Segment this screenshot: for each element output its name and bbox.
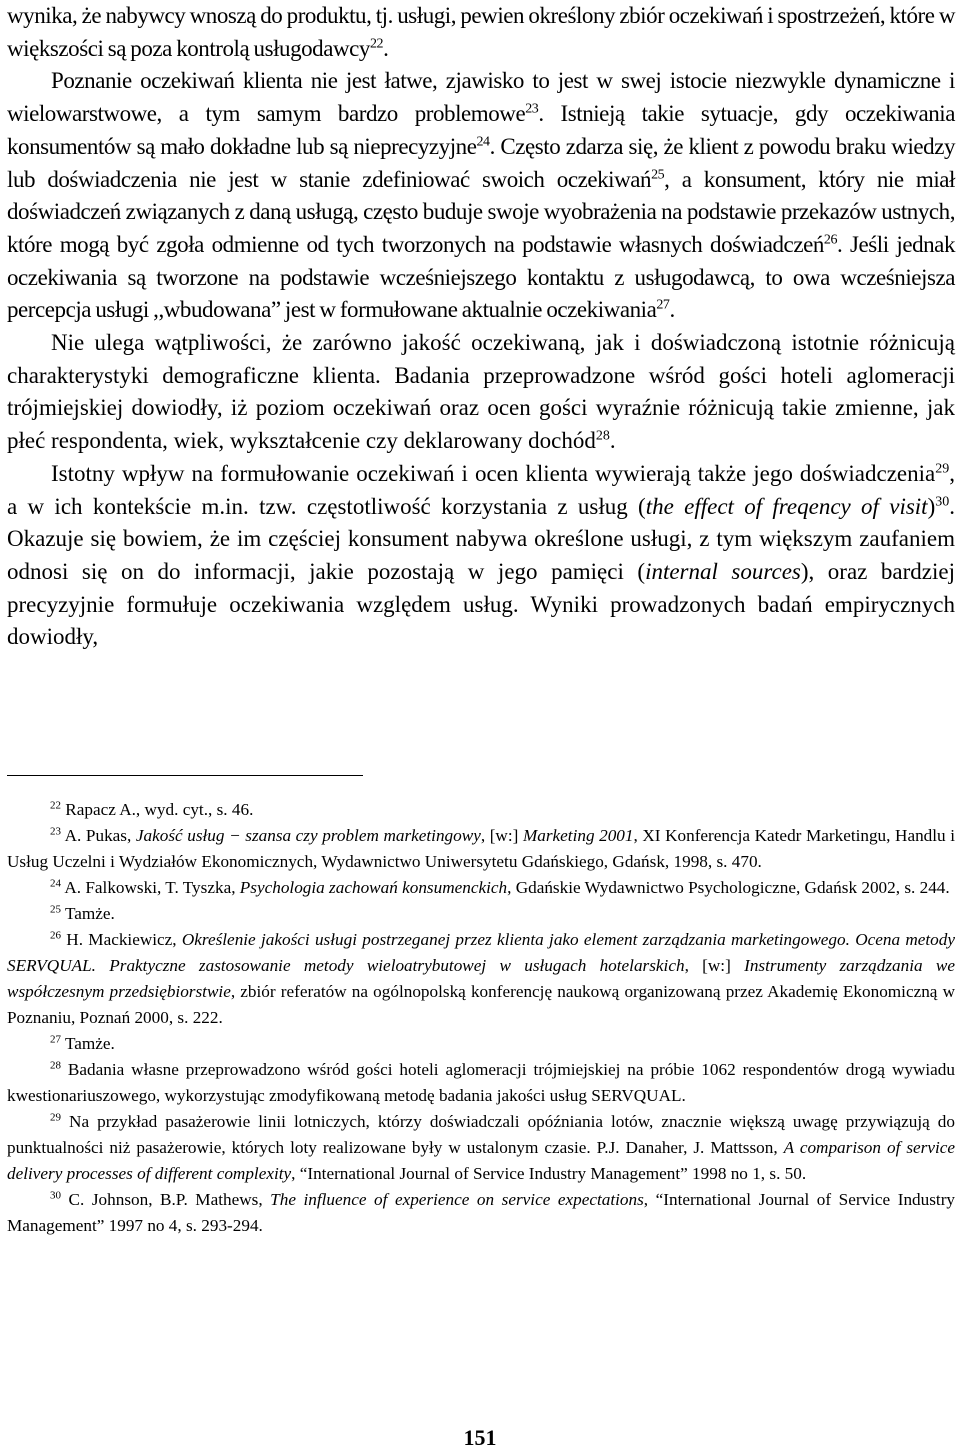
footnote-number: 30 <box>50 1189 61 1202</box>
text-run: , “International Journal of Service Industry Management” 1997 no 4, s. 293-294. <box>7 1190 956 1235</box>
italic-text: the effect of freqency of visit <box>645 493 928 519</box>
italic-text: The influence of experience on service expectations <box>270 1190 644 1209</box>
footnote-separator <box>7 775 363 776</box>
text-run: H. Mackiewicz, <box>61 930 182 949</box>
text-run: A. Falkowski, T. Tyszka, <box>61 878 240 897</box>
text-run: Tamże. <box>61 904 115 923</box>
italic-text: Jakość usług − szansa czy problem marketingowy <box>135 826 481 845</box>
text-run: Nie ulega wątpliwości, że zarówno jakość oczekiwaną, jak i doświadczoną istotnie różnicują charakterystyki demograficzne klienta. Badania przeprowadzone wśród gości hoteli aglomeracji trójmiejskiej dowiodły, iż poziom oczekiwań oraz ocen gości wyraźnie różnicują takie zmienne, jak płeć respondenta, wiek, wykształcenie czy deklarowany dochód <box>7 330 955 454</box>
text-run: . Często zdarza się, że klient z powodu braku wiedzy lub doświadczenia nie jest w stanie zdefiniować swoich oczekiwań <box>7 133 955 192</box>
italic-text: Marketing 2001 <box>522 826 634 845</box>
text-run: . Jeśli jednak oczekiwania są tworzone na podstawie wcześniejszego kontaktu z usługodawcą, to owa wcześniejsza percepcja usługi ,,wbudowana” jest w formułowane aktualnie oczekiwania <box>7 231 955 323</box>
text-run: , a w ich kontekście m.in. tzw. częstotliwość korzystania z usług ( <box>7 460 955 519</box>
footnote-number: 26 <box>50 929 61 942</box>
paragraph <box>7 0 955 65</box>
main-text <box>7 0 955 654</box>
text-run: . <box>383 35 389 61</box>
footnote-number: 24 <box>50 877 61 890</box>
document-page <box>7 0 955 654</box>
footnote <box>7 901 955 927</box>
footnote <box>7 875 955 901</box>
footnote-number: 29 <box>50 1111 61 1124</box>
footnote-reference: 29 <box>935 461 950 477</box>
footnote <box>7 797 955 823</box>
footnote <box>7 927 955 1031</box>
italic-text: Psychologia zachowań konsumenckich <box>239 878 508 897</box>
paragraph <box>7 327 955 458</box>
footnote-number: 22 <box>50 799 61 812</box>
text-run: C. Johnson, B.P. Mathews, <box>61 1190 271 1209</box>
text-run: . Okazuje się bowiem, że im częściej konsument nabywa określone usługi, z tym większym zaufaniem odnosi się on do informacji, jakie pozostają w jego pamięci ( <box>7 493 955 584</box>
text-run: . <box>609 428 616 454</box>
text-run: , [w:] <box>480 826 523 845</box>
footnote-number: 28 <box>50 1059 61 1072</box>
footnote-reference: 27 <box>656 297 670 313</box>
footnote <box>7 1109 955 1187</box>
text-run: , XI Konferencja Katedr Marketingu, Handlu i Usług Uczelni i Wydziałów Ekonomicznych, Wydawnictwo Uniwersytetu Gdańskiego, Gdańsk, 1998, s. 470. <box>7 826 955 871</box>
text-run: Tamże. <box>61 1034 115 1053</box>
text-run: A. Pukas, <box>61 826 136 845</box>
text-run: ) <box>927 493 936 519</box>
paragraph <box>7 458 955 654</box>
footnote-reference: 23 <box>525 101 539 117</box>
text-run: Na przykład pasażerowie linii lotniczych, którzy doświadczali opóźniania lotów, znacznie większą uwagę przywiązują do punktualności niż pasażerowie, których loty realizowane były w ustalonym czasie. P.J. Danaher, J. Mattsson, <box>7 1112 955 1157</box>
text-run: , a konsument, który nie miał doświadczeń związanych z daną usługą, często buduje swoje wyobrażenia na podstawie przekazów ustnych, które mogą być zgoła odmienne od tych tworzonych na podstawie własnych doświadczeń <box>7 166 955 257</box>
footnote-number: 27 <box>50 1033 61 1046</box>
text-run: wynika, że nabywcy wnoszą do produktu, tj. usługi, pewien określony zbiór oczekiwań i spostrzeżeń, które w większości są poza kontrolą usługodawcy <box>7 3 955 61</box>
text-run: Poznanie oczekiwań klienta nie jest łatwe, zjawisko to jest w swej istocie niezwykle dynamiczne i wielowarstwowe, a tym samym bardzo problemowe <box>7 68 955 127</box>
footnote <box>7 1031 955 1057</box>
text-run: Badania własne przeprowadzono wśród gości hoteli aglomeracji trójmiejskiej na próbie 1062 respondentów drogą wywiadu kwestionariuszowego, wykorzystując zmodyfikowaną metodę badania jakości usług SERVQUAL. <box>7 1060 955 1105</box>
footnote <box>7 1057 955 1109</box>
italic-text: internal sources <box>645 558 801 584</box>
footnotes-section <box>7 797 955 1239</box>
text-run: , zbiór referatów na ogólnopolską konferencję naukową organizowaną przez Akademię Ekonomiczną w Poznaniu, Poznań 2000, s. 222. <box>7 982 955 1027</box>
italic-text: A comparison of service delivery processes of different complexity <box>7 1138 956 1183</box>
text-run: . Istnieją takie sytuacje, gdy oczekiwania konsumentów są mało dokładne lub są nieprecyzyjne <box>7 101 955 159</box>
footnote-reference: 26 <box>823 232 837 248</box>
italic-text: Instrumenty zarządzania we współczesnym przedsiębiorstwie <box>7 956 955 1001</box>
footnote <box>7 1187 955 1239</box>
footnote-number: 25 <box>50 903 61 916</box>
italic-text: Określenie jakości usługi postrzeganej przez klienta jako element zarządzania marketingowego. Ocena metody SERVQUAL. Praktyczne zastosowanie metody wieloatrybutowej w usługach hotelarskich <box>7 930 955 975</box>
text-run: . <box>669 297 675 323</box>
text-run: Istotny wpływ na formułowanie oczekiwań i ocen klienta wywierają także jego doświadczenia <box>51 460 936 486</box>
footnote-reference: 22 <box>369 36 384 52</box>
footnote-reference: 25 <box>651 166 665 182</box>
footnote-number: 23 <box>50 825 61 838</box>
footnote-reference: 24 <box>476 134 490 150</box>
text-run: Rapacz A., wyd. cyt., s. 46. <box>61 800 254 819</box>
footnote <box>7 823 955 875</box>
footnote-reference: 30 <box>935 493 950 509</box>
page-number: 151 <box>463 1425 497 1450</box>
text-run: , [w:] <box>684 956 745 975</box>
text-run: , “International Journal of Service Industry Management” 1998 no 1, s. 50. <box>291 1164 807 1183</box>
text-run: , Gdańskie Wydawnictwo Psychologiczne, Gdańsk 2002, s. 244. <box>507 878 950 897</box>
paragraph <box>7 65 955 327</box>
footnote-reference: 28 <box>595 428 610 444</box>
text-run: ), oraz bardziej precyzyjnie formułuje oczekiwania względem usług. Wyniki prowadzonych badań empirycznych dowiodły, <box>7 558 955 650</box>
